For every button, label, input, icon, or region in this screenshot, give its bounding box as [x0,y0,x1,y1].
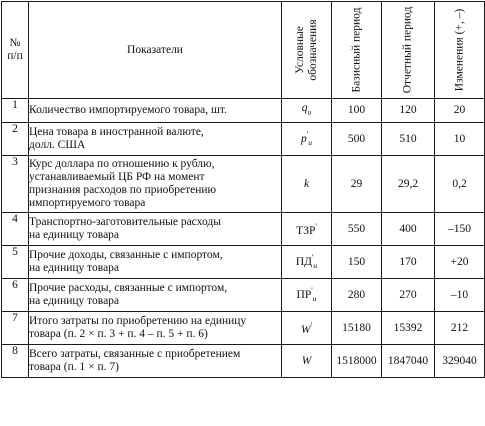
row-base-value: 15180 [332,312,382,345]
row-change-value: 329040 [435,345,485,378]
row-symbol [282,156,332,213]
table-row [2,213,485,246]
row-symbol [282,123,332,156]
symbol-base: ПД [295,256,312,269]
row-symbol [282,213,332,246]
row-report-value: 400 [382,213,435,246]
row-description: Транспортно-заготовительные расходы на единицу товара [29,213,282,246]
row-change-value: 212 [435,312,485,345]
header-change [435,2,485,99]
row-number: 3 [2,156,29,213]
row-change-value: 20 [435,99,485,123]
row-change-value: 10 [435,123,485,156]
row-number: 1 [2,99,29,123]
header-base-period [332,2,382,99]
row-report-value: 510 [382,123,435,156]
row-description: Прочие расходы, связанные с импортом, на единицу товара [29,279,282,312]
symbol-base: p [301,133,307,146]
row-report-value: 29,2 [382,156,435,213]
table-row [2,156,485,213]
symbol-base: q [301,102,308,115]
row-number: 7 [2,312,29,345]
row-symbol [282,246,332,279]
header-indicator [29,2,282,99]
row-change-value: –10 [435,279,485,312]
row-description: Количество импортируемого товара, шт. [29,99,282,123]
symbol-prime: ' [310,321,313,331]
symbol-subscript: и [307,107,312,117]
row-report-value: 170 [382,246,435,279]
row-number: 8 [2,345,29,378]
row-base-value: 550 [332,213,382,246]
row-symbol [282,279,332,312]
symbol-prime: ' [311,253,314,263]
header-number [2,2,29,99]
symbol-prime: ' [311,286,313,296]
table-row [2,279,485,312]
symbol-base: W [301,354,312,367]
header-symbols [282,2,332,99]
row-number: 5 [2,246,29,279]
table-row [2,312,485,345]
symbol-prime: ' [306,130,309,140]
symbol-base: ПР [296,289,312,302]
row-description: Итого затраты по приобретению на единицу товара (п. 2 × п. 3 + п. 4 – п. 5 + п. 6) [29,312,282,345]
symbol-base: k [303,177,310,190]
row-change-value: –150 [435,213,485,246]
row-number: 6 [2,279,29,312]
header-indicator-text: Показатели [127,43,183,56]
row-report-value: 120 [382,99,435,123]
row-base-value: 150 [332,246,382,279]
row-symbol [282,99,332,123]
indicators-table [1,1,485,378]
row-description: Цена товара в иностранной валюте, долл. США [29,123,282,156]
row-number: 2 [2,123,29,156]
symbol-base: W [300,323,311,336]
header-base-period-text: Базисный период [350,7,362,93]
row-description: Курс доллара по отношению к рублю, устанавливаемый ЦБ РФ на момент признания расходов по приобретению импортируемого товара [29,156,282,213]
table-row [2,345,485,378]
header-report-period-text: Отчетный период [401,6,414,94]
row-report-value: 15392 [382,312,435,345]
row-description: Прочие доходы, связанные с импортом, на единицу товара [29,246,282,279]
row-base-value: 100 [332,99,382,123]
header-change-text: Изменения (+, –) [453,8,465,92]
row-change-value: +20 [435,246,485,279]
header-row [2,2,485,99]
row-number: 4 [2,213,29,246]
header-report-period [382,2,435,99]
table-row [2,123,485,156]
symbol-prime: ' [315,222,317,232]
row-base-value: 280 [332,279,382,312]
row-base-value: 29 [332,156,382,213]
table-body [2,99,485,378]
symbol-subscript: и [312,294,317,304]
symbol-subscript: и [308,138,312,148]
row-symbol [282,345,332,378]
symbol-subscript: и [313,261,318,271]
header-symbols-text: Условные обозначения [293,19,319,81]
row-report-value: 270 [382,279,435,312]
row-symbol [282,312,332,345]
row-report-value: 1847040 [382,345,435,378]
header-number-text: № п/п [7,37,23,62]
row-description: Всего затраты, связанные с приобретением товара (п. 1 × п. 7) [29,345,282,378]
symbol-base: ТЗР [296,224,316,237]
row-change-value: 0,2 [435,156,485,213]
table-row [2,99,485,123]
table-row [2,246,485,279]
row-base-value: 500 [332,123,382,156]
row-base-value: 1518000 [332,345,382,378]
